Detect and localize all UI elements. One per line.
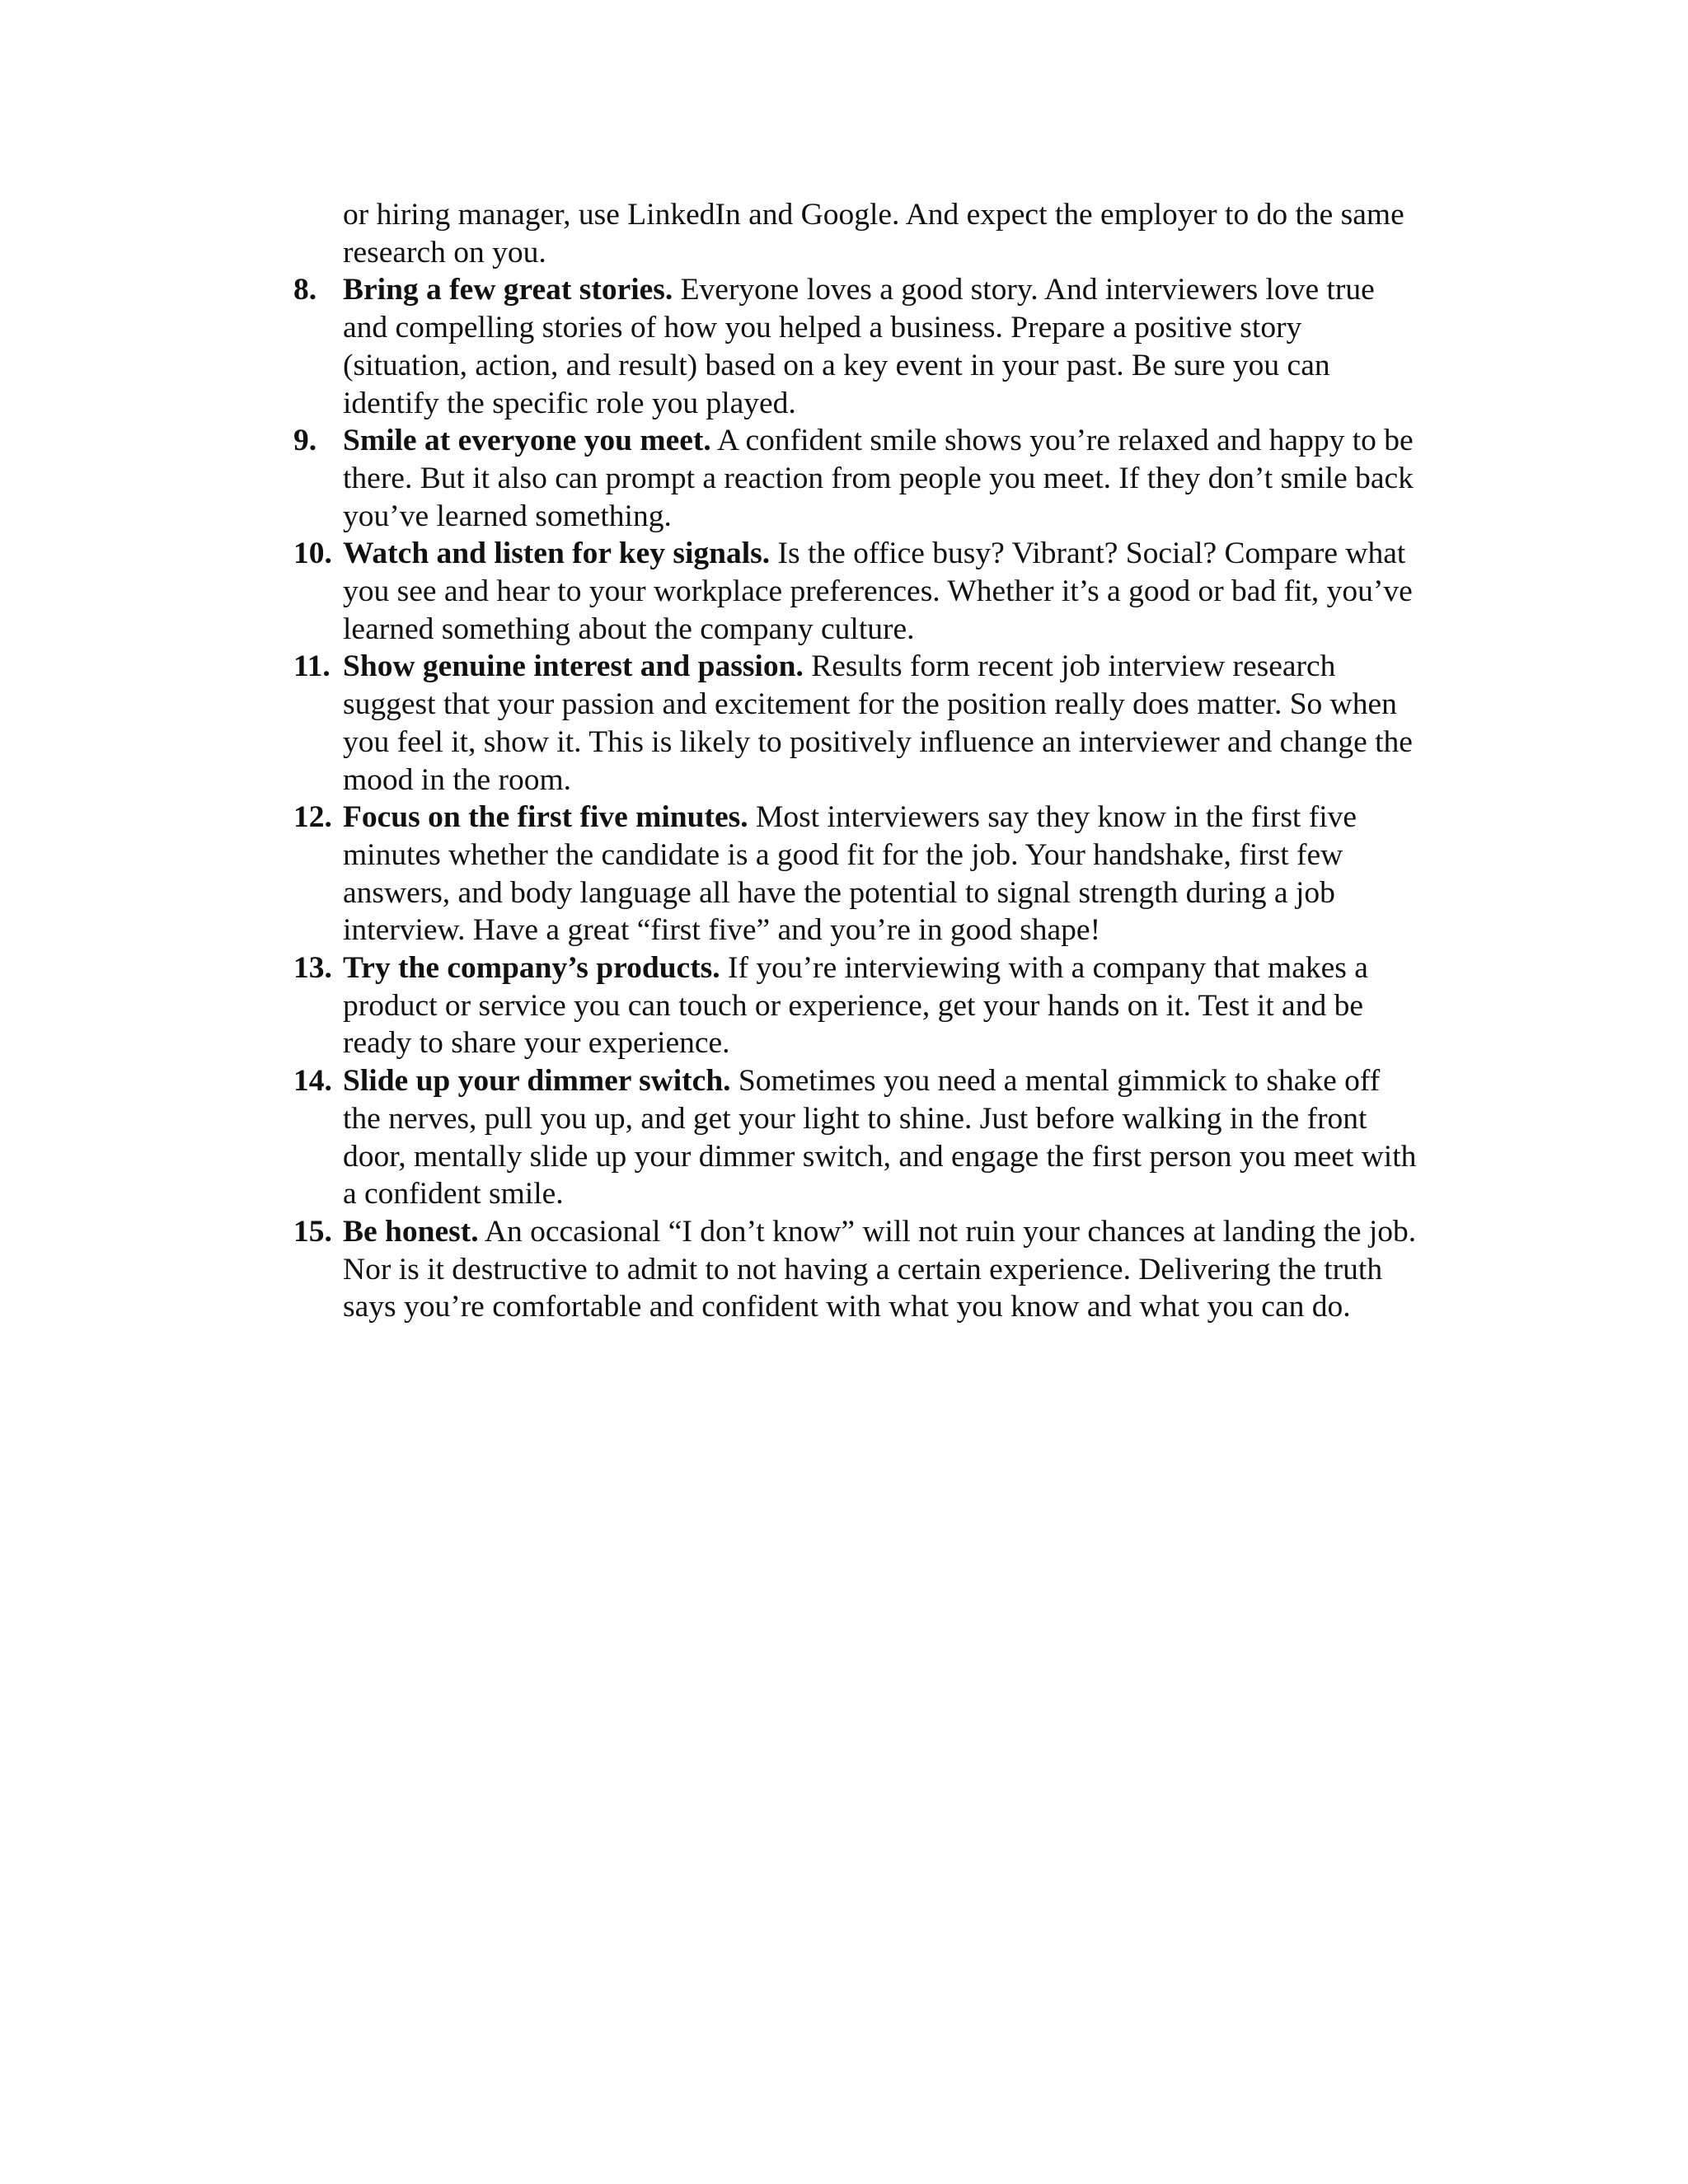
- list-item-10: [293, 535, 1423, 648]
- item-heading: Slide up your dimmer switch.: [343, 1064, 731, 1099]
- item-heading: Be honest.: [343, 1214, 479, 1249]
- list-item-14: [293, 1062, 1423, 1213]
- item-heading: Focus on the first five minutes.: [343, 800, 748, 835]
- item-body: Is the office busy? Vibrant? Social? Compare what you see and hear to your workplace preferences. Whether it’s a good or bad fit, you’ve learned something about the company culture.: [343, 537, 1413, 646]
- item-body: Everyone loves a good story. And interviewers love true and compelling stories of how you helped a business. Prepare a positive story (situation, action, and result) based on a key event in your past. Be sure you can identify the specific role you played.: [343, 273, 1375, 420]
- item-body: Sometimes you need a mental gimmick to shake off the nerves, pull you up, and get your light to shine. Just before walking in the front door, mentally slide up your dimmer switch, and engage the first person you meet with a confident smile.: [343, 1064, 1417, 1212]
- item-heading: Show genuine interest and passion.: [343, 649, 804, 684]
- item-number: 11.: [293, 649, 331, 684]
- item-number: 12.: [293, 800, 332, 835]
- list-item-15: [293, 1213, 1423, 1326]
- item-heading: Smile at everyone you meet.: [343, 424, 711, 458]
- item-body: An occasional “I don’t know” will not ruin your chances at landing the job. Nor is it destructive to admit to not having a certain experience. Delivering the truth says you’re comfortable and confident with what you know and what you can do.: [343, 1214, 1417, 1324]
- list-item-8: [293, 271, 1423, 422]
- list-item-9: [293, 422, 1423, 535]
- item-body: Most interviewers say they know in the first five minutes whether the candidate is a good fit for the job. Your handshake, first few answers, and body language all have the potential to signal strength during a job interview. Have a great “first five” and you’re in good shape!: [343, 800, 1357, 948]
- item-number: 14.: [293, 1064, 332, 1099]
- item-number: 13.: [293, 951, 332, 986]
- list-item-13: [293, 949, 1423, 1062]
- item-number: 10.: [293, 537, 332, 571]
- intro-continuation: or hiring manager, use LinkedIn and Google. And expect the employer to do the same research on you.: [343, 198, 1404, 269]
- item-body: A confident smile shows you’re relaxed and happy to be there. But it also can prompt a reaction from people you meet. If they don’t smile back you’ve learned something.: [343, 424, 1414, 533]
- item-number: 8.: [293, 273, 317, 307]
- item-heading: Watch and listen for key signals.: [343, 537, 771, 571]
- tips-list: [293, 196, 1423, 1326]
- item-body: If you’re interviewing with a company that makes a product or service you can touch or experience, get your hands on it. Test it and be ready to share your experience.: [343, 951, 1368, 1061]
- item-heading: Bring a few great stories.: [343, 273, 673, 307]
- item-number: 15.: [293, 1214, 332, 1249]
- item-body: Results form recent job interview research suggest that your passion and excitement for the position really does matter. So when you feel it, show it. This is likely to positively influence an interviewer and change the mood in the room.: [343, 649, 1413, 797]
- item-number: 9.: [293, 424, 317, 458]
- list-item-12: [293, 799, 1423, 949]
- list-item-11: [293, 648, 1423, 799]
- item-heading: Try the company’s products.: [343, 951, 720, 986]
